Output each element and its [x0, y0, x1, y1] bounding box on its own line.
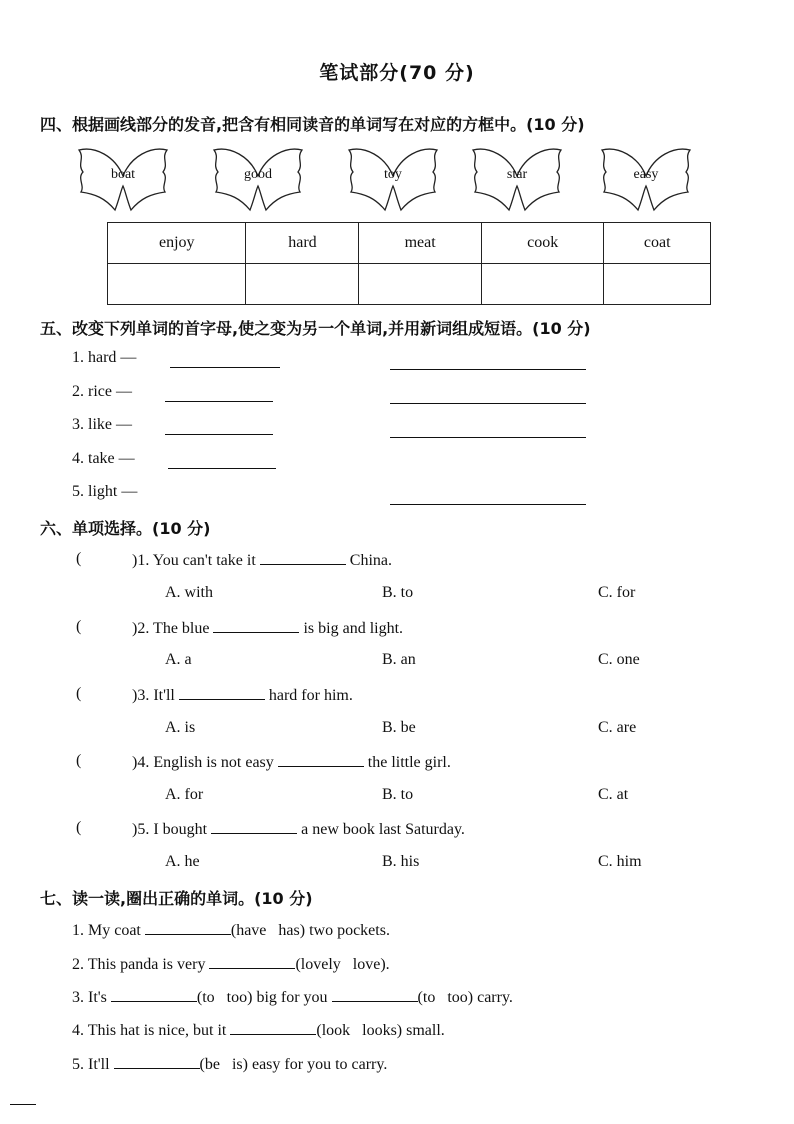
question-text: I bought [153, 821, 208, 838]
answer-paren-close: ) [132, 620, 138, 637]
question-line [132, 618, 403, 638]
question-text: the little girl. [367, 754, 451, 771]
option-a[interactable]: A. he [165, 853, 200, 870]
question-text: is big and light. [303, 620, 404, 637]
item-label: 2. rice — [72, 383, 132, 400]
line-text: 1. My coat [72, 922, 141, 939]
answer-paren-open: ( [76, 752, 82, 769]
answer-blank[interactable] [209, 954, 295, 969]
phrase-blank[interactable] [390, 488, 586, 505]
choice-text[interactable]: (to too) carry. [417, 989, 513, 1006]
word-cell: cook [481, 223, 604, 264]
option-b[interactable]: B. be [382, 719, 416, 736]
question-number: 4. [137, 754, 150, 771]
butterfly-word: easy [633, 167, 659, 182]
answer-blank[interactable] [230, 1020, 316, 1035]
section-4-heading: 四、根据画线部分的发音,把含有相同读音的单词写在对应的方框中。(10 分) [40, 115, 585, 134]
answer-paren-open: ( [76, 550, 82, 567]
answer-blank[interactable] [332, 987, 418, 1002]
option-c[interactable]: C. for [598, 584, 636, 601]
question-text: It'll [153, 687, 175, 704]
answer-cell[interactable] [604, 264, 711, 305]
choice-text[interactable]: (be is) easy for you to carry. [199, 1056, 388, 1073]
option-a[interactable]: A. a [165, 651, 192, 668]
item-label: 4. take — [72, 450, 135, 467]
sound-table [107, 222, 711, 305]
phrase-blank[interactable] [390, 421, 586, 438]
answer-cell[interactable] [481, 264, 604, 305]
answer-blank[interactable] [145, 920, 231, 935]
answer-blank[interactable] [165, 385, 273, 402]
butterfly-easy [598, 146, 694, 212]
question-number: 2. [137, 620, 150, 637]
answer-cell[interactable] [359, 264, 481, 305]
section-7-heading: 七、读一读,圈出正确的单词。(10 分) [40, 889, 313, 908]
question-text: You can't take it [152, 552, 256, 569]
item-label: 5. light — [72, 483, 138, 500]
butterfly-word: toy [384, 167, 402, 182]
answer-cell[interactable] [108, 264, 246, 305]
option-c[interactable]: C. him [598, 853, 642, 870]
butterfly-word: good [244, 167, 272, 182]
circle-line [72, 954, 390, 974]
answer-paren-close: ) [132, 552, 138, 569]
circle-line [72, 1054, 387, 1074]
word-cell: meat [359, 223, 481, 264]
option-c[interactable]: C. at [598, 786, 629, 803]
butterfly-boat [75, 146, 171, 212]
answer-blank[interactable] [168, 452, 276, 469]
option-c[interactable]: C. one [598, 651, 640, 668]
line-text: 2. This panda is very [72, 956, 206, 973]
page-corner-rule [10, 1104, 36, 1105]
choice-text[interactable]: (lovely love). [295, 956, 390, 973]
page-title: 笔试部分(70 分) [319, 62, 475, 84]
section-5-heading: 五、改变下列单词的首字母,使之变为另一个单词,并用新词组成短语。(10 分) [40, 319, 591, 338]
question-number: 5. [137, 821, 150, 838]
option-c[interactable]: C. are [598, 719, 637, 736]
option-a[interactable]: A. for [165, 786, 204, 803]
question-text: English is not easy [153, 754, 274, 771]
answer-blank[interactable] [278, 752, 364, 767]
answer-blank[interactable] [170, 351, 280, 368]
circle-line [72, 987, 513, 1007]
circle-line [72, 1020, 445, 1040]
question-text: The blue [153, 620, 210, 637]
option-b[interactable]: B. to [382, 584, 414, 601]
choice-text[interactable]: (to too) big for you [196, 989, 328, 1006]
line-text: 5. It'll [72, 1056, 110, 1073]
question-text: hard for him. [268, 687, 353, 704]
question-line [132, 685, 353, 705]
answer-blank[interactable] [179, 685, 265, 700]
butterfly-word: boat [110, 167, 136, 182]
question-line [132, 752, 451, 772]
question-text: China. [349, 552, 392, 569]
item-label: 1. hard — [72, 349, 137, 366]
question-text: a new book last Saturday. [301, 821, 465, 838]
section-6-heading: 六、单项选择。(10 分) [40, 519, 211, 538]
butterfly-word: star [506, 167, 528, 182]
answer-blank[interactable] [260, 550, 346, 565]
option-a[interactable]: A. with [165, 584, 213, 601]
choice-text[interactable]: (look looks) small. [316, 1022, 445, 1039]
answer-cell[interactable] [246, 264, 359, 305]
word-cell: enjoy [108, 223, 246, 264]
word-cell: hard [246, 223, 359, 264]
answer-paren-close: ) [132, 687, 138, 704]
phrase-blank[interactable] [390, 387, 586, 404]
butterfly-star [469, 146, 565, 212]
line-text: 4. This hat is nice, but it [72, 1022, 227, 1039]
butterfly-good [210, 146, 306, 212]
answer-paren-close: ) [132, 754, 138, 771]
option-b[interactable]: B. his [382, 853, 420, 870]
question-number: 3. [137, 687, 150, 704]
line-text: 3. It's [72, 989, 107, 1006]
butterfly-toy [345, 146, 441, 212]
question-line [132, 550, 392, 570]
answer-paren-open: ( [76, 618, 82, 635]
phrase-blank[interactable] [390, 353, 586, 370]
item-label: 3. like — [72, 416, 132, 433]
option-b[interactable]: B. an [382, 651, 416, 668]
answer-paren-close: ) [132, 821, 138, 838]
option-a[interactable]: A. is [165, 719, 196, 736]
answer-paren-open: ( [76, 819, 82, 836]
question-number: 1. [137, 552, 150, 569]
word-cell: coat [604, 223, 711, 264]
answer-blank[interactable] [213, 618, 299, 633]
answer-blank[interactable] [114, 1054, 200, 1069]
circle-line [72, 920, 390, 940]
answer-blank[interactable] [211, 819, 297, 834]
choice-text[interactable]: (have has) two pockets. [230, 922, 390, 939]
question-line [132, 819, 465, 839]
answer-blank[interactable] [111, 987, 197, 1002]
answer-paren-open: ( [76, 685, 82, 702]
option-b[interactable]: B. to [382, 786, 414, 803]
answer-blank[interactable] [165, 418, 273, 435]
